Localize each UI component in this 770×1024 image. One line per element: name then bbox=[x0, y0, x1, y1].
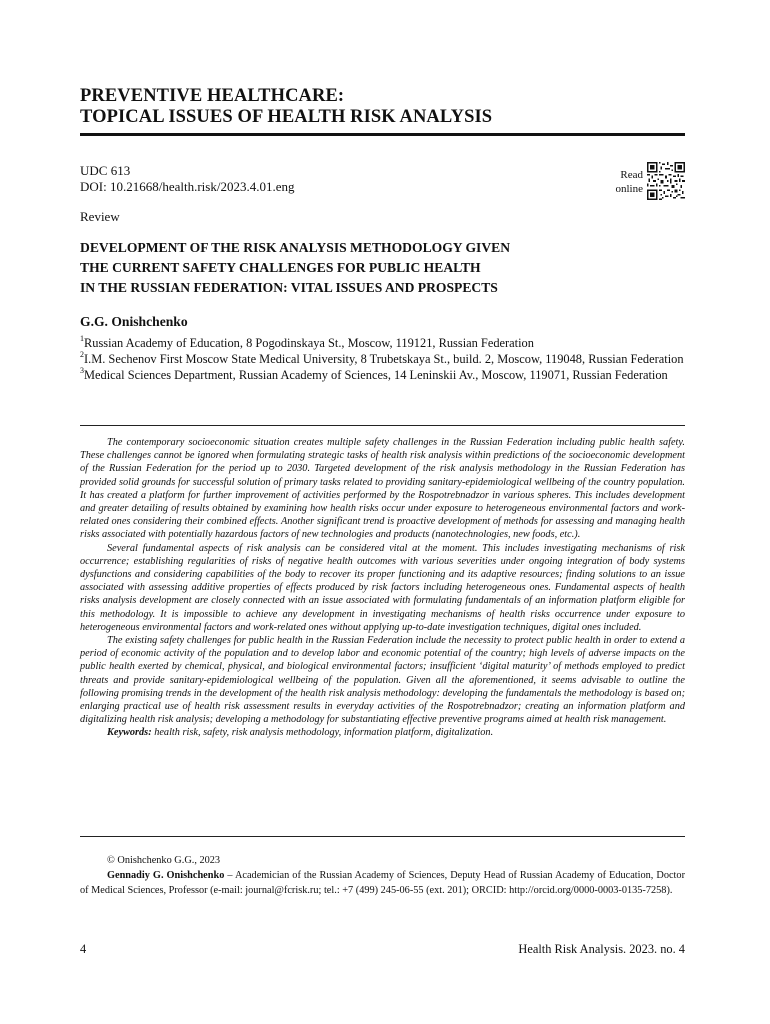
abstract bbox=[80, 436, 685, 740]
copyright-line: © Onishchenko G.G., 2023 bbox=[107, 855, 221, 866]
abstract-top-rule bbox=[80, 425, 685, 426]
affiliation-number: 3 bbox=[80, 366, 84, 375]
section-heading bbox=[80, 86, 685, 128]
udc-code: UDC 613 bbox=[80, 163, 131, 178]
article-title-line: IN THE RUSSIAN FEDERATION: VITAL ISSUES AND PROSPECTS bbox=[80, 280, 498, 295]
article-meta bbox=[80, 163, 294, 195]
read-online-label bbox=[616, 168, 644, 196]
abstract-paragraph: Several fundamental aspects of risk analysis can be considered vital at the moment. This includes investigating mechanisms of risk occurrence; establishing regularities of risks of negative health outcomes with various severities under ongoing integration of body systems dysfunctions and considering capabilities of the body to recover its proper functioning and its adaptive resources; finding solutions to an issue associated with assessing additive properties of effects produced by risk factors including heterogeneous ones. Fundamental aspects of health risks analysis development are closely connected with an issue associated with formulating fundamentals of an information platform eligible for this methodology. It is impossible to achieve any development in investigating mechanisms of health risks occurrence under exposure to heterogeneous environmental factors and work-related ones without applying up-to-date investigation techniques, digital ones included. bbox=[80, 542, 685, 633]
author-info-name: Gennadiy G. Onishchenko bbox=[107, 870, 225, 881]
affiliation-text: Russian Academy of Education, 8 Pogodinskaya St., Moscow, 119121, Russian Federation bbox=[84, 336, 534, 350]
article-type: Review bbox=[80, 209, 120, 224]
abstract-bottom-rule bbox=[80, 836, 685, 837]
affiliation-number: 2 bbox=[80, 350, 84, 359]
abstract-paragraph: The contemporary socioeconomic situation creates multiple safety challenges in the Russian Federation including public health safety. These challenges cannot be ignored when formulating strategic tasks of health risk analysis within predictions of the socioeconomic development of the Russian Federation for the period up to 2030. Targeted development of the risk analysis methodology in the Russian Federation has provided solid grounds for successful solution of primary tasks related to providing sanitary-epidemiological wellbeing of the country population. It has created a platform for further improvement of activities performed by the Rospotrebnadzor in various spheres. This includes development and greater detailing of results obtained by examining how health risks occur under exposure to heterogeneous environmental factors and work-related ones considering their combined effects. Another significant trend is proactive development of methods for assessing and managing health risks associated with potentially hazardous factors of new technologies and products (nanotechnologies, new foods, etc.). bbox=[80, 437, 685, 541]
page-number: 4 bbox=[80, 942, 87, 956]
affiliation-text: I.M. Sechenov First Moscow State Medical University, 8 Trubetskaya St., build. 2, Moscow, 119048, Russian Federation bbox=[84, 352, 684, 366]
doi-link[interactable]: DOI: 10.21668/health.risk/2023.4.01.eng bbox=[80, 179, 295, 194]
journal-citation: Health Risk Analysis. 2023. no. 4 bbox=[518, 942, 685, 956]
affiliation-number: 1 bbox=[80, 334, 84, 343]
abstract-paragraph: The existing safety challenges for public health in the Russian Federation include the necessity to protect public health in order to extend a period of economic activity of the population and to develop labor and economic potential of the country; high levels of adverse impacts on the public health exerted by chemical, physical, and biological environmental factors; insufficient ‘digital maturity’ of methods employed to predict threats and provide sanitary-epidemiological wellbeing of the population. Given all the aforementioned, it seems advisable to outline the following promising trends in the development of the health risk analysis methodology: developing the fundamentals the methodology is based on; enlarging practical use of health risk assessment results in everyday activities of the Rospotrebnadzor; creating an information platform and digitalizing health risk analysis; developing a methodology for substantiating effective preventive programs aimed at health risk management. bbox=[80, 635, 685, 726]
affiliation-1 bbox=[80, 335, 685, 351]
article-title-line: DEVELOPMENT OF THE RISK ANALYSIS METHODOLOGY GIVEN bbox=[80, 240, 511, 255]
author-name: G.G. Onishchenko bbox=[80, 314, 188, 329]
affiliation-2 bbox=[80, 351, 685, 367]
affiliations bbox=[80, 335, 685, 383]
read-online-block[interactable] bbox=[616, 162, 686, 200]
author-footnote bbox=[80, 853, 685, 898]
section-heading-line-2: TOPICAL ISSUES OF HEALTH RISK ANALYSIS bbox=[80, 107, 493, 127]
author-info bbox=[80, 868, 685, 898]
keywords bbox=[80, 726, 685, 739]
read-online-line-1: Read bbox=[620, 169, 643, 181]
read-online-line-2: online bbox=[615, 183, 643, 195]
article-title-line: THE CURRENT SAFETY CHALLENGES FOR PUBLIC HEALTH bbox=[80, 260, 481, 275]
article-title bbox=[80, 238, 640, 298]
affiliation-text: Medical Sciences Department, Russian Academy of Sciences, 14 Leninskii Av., Moscow, 119071, Russian Federation bbox=[84, 368, 668, 382]
keywords-label: Keywords: bbox=[107, 727, 152, 739]
section-heading-rule bbox=[80, 133, 685, 136]
author-info-text: – Academician of the Russian Academy of Sciences, Deputy Head of Russian Academy of Education, Doctor of Medical Sciences, Professor (e-mail: journal@fcrisk.ru; tel.: +7 (499) 245-06-55 (ext. 201); ORCID: http://orcid.org/0000-0003-0135-7258). bbox=[80, 870, 685, 896]
keywords-text: health risk, safety, risk analysis methodology, information platform, digitalization. bbox=[154, 727, 494, 739]
section-heading-line-1: PREVENTIVE HEALTHCARE: bbox=[80, 86, 345, 106]
qr-code-icon[interactable] bbox=[647, 162, 685, 200]
affiliation-3 bbox=[80, 367, 685, 383]
paper-page bbox=[80, 0, 685, 1024]
